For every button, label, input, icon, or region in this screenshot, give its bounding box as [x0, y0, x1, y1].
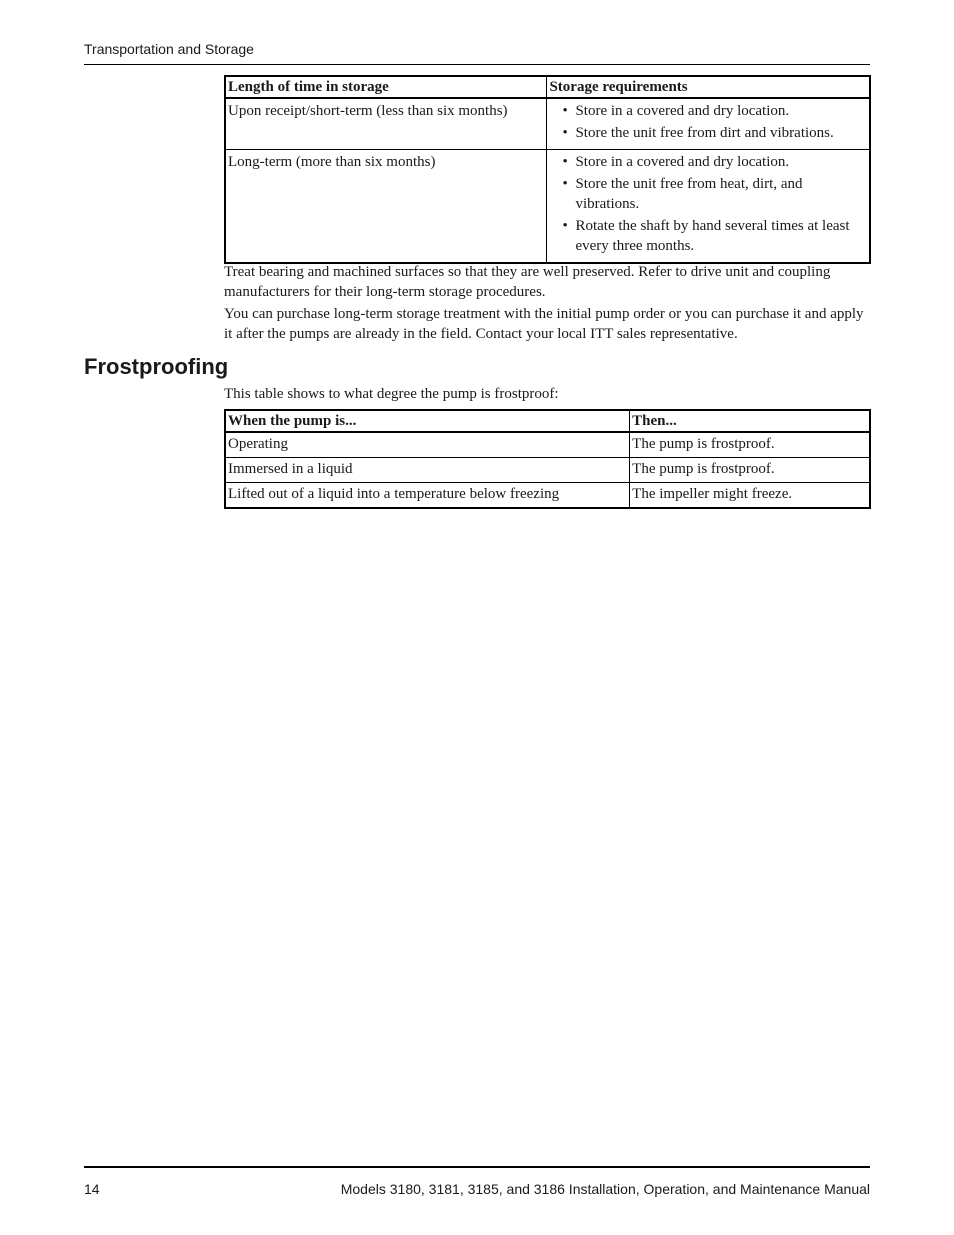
column-header-requirements: Storage requirements	[547, 76, 870, 98]
section-intro: This table shows to what degree the pump is frostproof:	[224, 386, 559, 402]
list-item: • Store in a covered and dry location.	[575, 152, 867, 172]
list-item: • Store in a covered and dry location.	[575, 101, 867, 121]
frostproofing-table	[224, 409, 871, 509]
list-item: • Store the unit free from dirt and vibrations.	[575, 123, 867, 143]
frost-result: The pump is frostproof.	[630, 458, 870, 483]
storage-period: Upon receipt/short-term (less than six months)	[225, 98, 547, 150]
list-item: • Store the unit free from heat, dirt, and vibrations.	[575, 174, 867, 214]
storage-period: Long-term (more than six months)	[225, 150, 547, 264]
header-rule	[84, 64, 870, 65]
table-row	[225, 150, 870, 264]
footer-rule	[84, 1166, 870, 1168]
running-header: Transportation and Storage	[84, 41, 254, 57]
page-number: 14	[84, 1181, 100, 1197]
frost-result: The impeller might freeze.	[630, 483, 870, 509]
table-row	[225, 483, 870, 509]
pump-condition: Immersed in a liquid	[225, 458, 630, 483]
footer-title: Models 3180, 3181, 3185, and 3186 Installation, Operation, and Maintenance Manual	[340, 1181, 870, 1197]
table-row	[225, 98, 870, 150]
column-header-condition: When the pump is...	[225, 410, 630, 432]
body-paragraph: Treat bearing and machined surfaces so that they are well preserved. Refer to drive unit and coupling manufacturers for their long-term storage procedures.	[224, 264, 831, 300]
storage-requirements-cell	[547, 150, 870, 264]
storage-requirements-table	[224, 75, 871, 264]
requirements-list	[549, 101, 867, 143]
column-header-length: Length of time in storage	[225, 76, 547, 98]
column-header-result: Then...	[630, 410, 870, 432]
pump-condition: Lifted out of a liquid into a temperature below freezing	[225, 483, 630, 509]
table-row	[225, 458, 870, 483]
table-header-row	[225, 410, 870, 432]
table-header-row	[225, 76, 870, 98]
pump-condition: Operating	[225, 432, 630, 458]
list-item: • Rotate the shaft by hand several times at least every three months.	[575, 216, 867, 256]
storage-requirements-cell	[547, 98, 870, 150]
table-row	[225, 432, 870, 458]
requirements-list	[549, 152, 867, 256]
body-paragraph: You can purchase long-term storage treatment with the initial pump order or you can purchase it and apply it after the pumps are already in the field. Contact your local ITT sales representative.	[224, 306, 864, 342]
frost-result: The pump is frostproof.	[630, 432, 870, 458]
section-heading-frostproofing: Frostproofing	[84, 354, 229, 379]
